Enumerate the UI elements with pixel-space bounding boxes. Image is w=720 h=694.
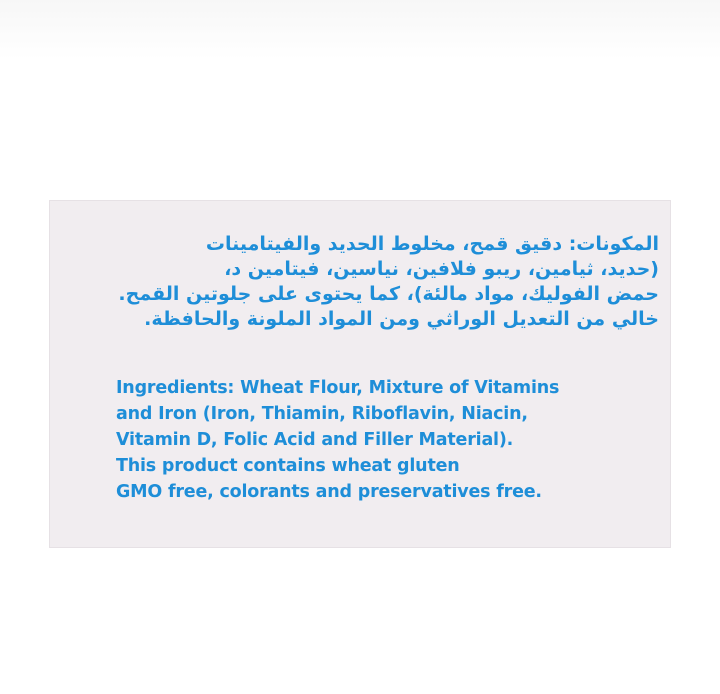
english-line-2: and Iron (Iron, Thiamin, Riboflavin, Niacin, — [116, 404, 528, 424]
arabic-line-2: (حديد، ثيامين، ريبو فلافين، نياسين، فيتامين د، — [224, 258, 659, 280]
arabic-ingredients — [99, 232, 659, 332]
english-line-3: Vitamin D, Folic Acid and Filler Material). — [116, 430, 514, 450]
english-line-1: Ingredients: Wheat Flour, Mixture of Vitamins — [116, 378, 560, 398]
english-line-5: GMO free, colorants and preservatives free. — [116, 482, 542, 502]
ingredients-label — [49, 200, 671, 548]
english-line-4: This product contains wheat gluten — [116, 456, 460, 476]
arabic-line-3: حمض الفوليك، مواد مالئة)، كما يحتوى على جلوتين القمح. — [118, 283, 659, 305]
english-ingredients — [116, 375, 636, 505]
arabic-line-1: المكونات: دقيق قمح، مخلوط الحديد والفيتامينات — [205, 233, 659, 255]
arabic-line-4: خالي من التعديل الوراثي ومن المواد الملونة والحافظة. — [144, 308, 659, 330]
